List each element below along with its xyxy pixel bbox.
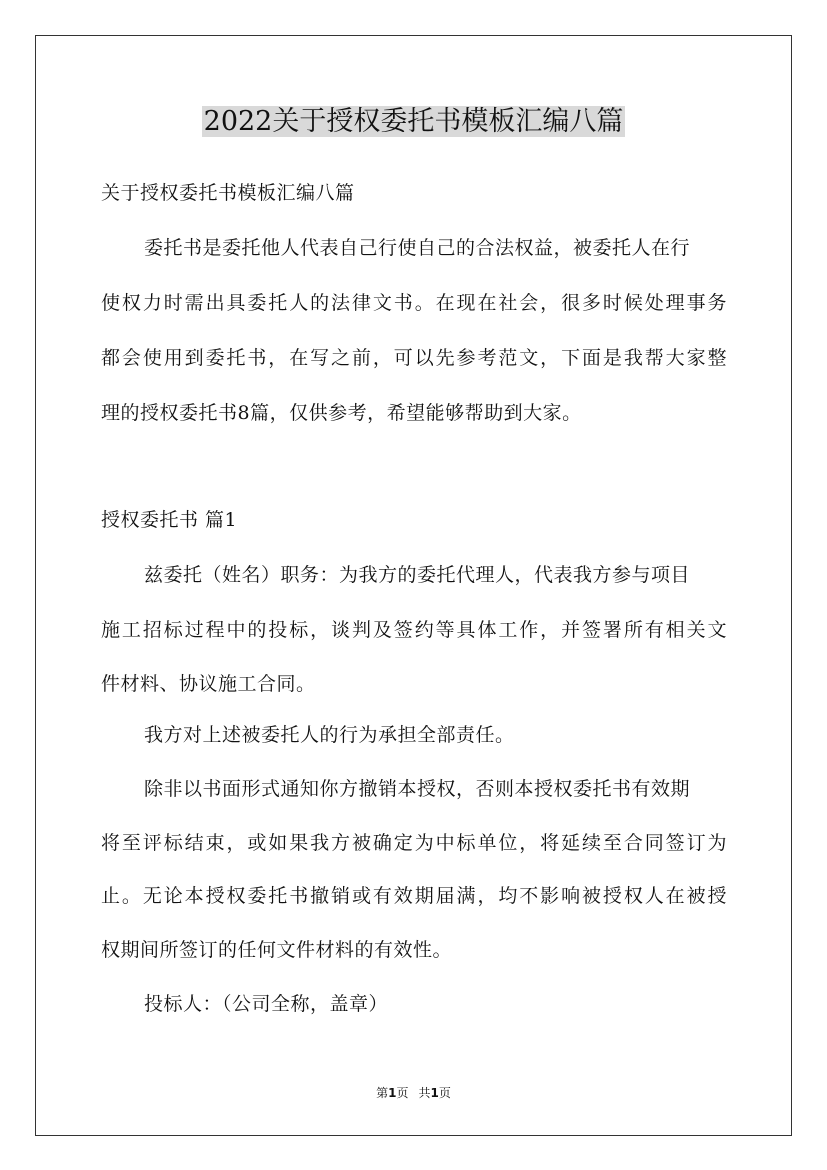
subtitle: 关于授权委托书模板汇编八篇 xyxy=(101,182,355,204)
page-footer xyxy=(0,1084,827,1101)
para4-line: 投标人：（公司全称，盖章） xyxy=(144,993,389,1015)
total-suffix: 页 xyxy=(438,1086,451,1100)
total-number: 1 xyxy=(430,1086,439,1100)
intro-line-3: 都会使用到委托书，在写之前，可以先参考范文，下面是我帮大家整 xyxy=(101,347,727,369)
total-prefix: 共 xyxy=(418,1086,431,1100)
para3-line-1: 除非以书面形式通知你方撤销本授权，否则本授权委托书有效期 xyxy=(144,778,691,800)
intro-line-2: 使权力时需出具委托人的法律文书。在现在社会，很多时候处理事务 xyxy=(101,292,727,314)
section-heading: 授权委托书 篇1 xyxy=(101,509,238,531)
para1-line-1: 兹委托（姓名）职务：为我方的委托代理人，代表我方参与项目 xyxy=(144,564,691,586)
para3-line-4: 权期间所签订的任何文件材料的有效性。 xyxy=(101,939,453,961)
para1-line-3: 件材料、协议施工合同。 xyxy=(101,673,316,695)
para3-line-2: 将至评标结束，或如果我方被确定为中标单位，将延续至合同签订为 xyxy=(101,832,727,854)
page-prefix: 第 xyxy=(376,1086,389,1100)
para3-line-3: 止。无论本授权委托书撤销或有效期届满，均不影响被授权人在被授 xyxy=(101,885,727,907)
para1-line-2: 施工招标过程中的投标，谈判及签约等具体工作，并签署所有相关文 xyxy=(101,619,727,641)
page-suffix: 页 xyxy=(396,1086,409,1100)
page-number: 1 xyxy=(388,1086,397,1100)
document-title-text: 2022关于授权委托书模板汇编八篇 xyxy=(203,106,624,137)
document-title xyxy=(0,102,827,142)
intro-line-1: 委托书是委托他人代表自己行使自己的合法权益，被委托人在行 xyxy=(144,237,691,259)
intro-line-4: 理的授权委托书8篇，仅供参考，希望能够帮助到大家。 xyxy=(101,402,582,424)
para2-line: 我方对上述被委托人的行为承担全部责任。 xyxy=(144,724,515,746)
